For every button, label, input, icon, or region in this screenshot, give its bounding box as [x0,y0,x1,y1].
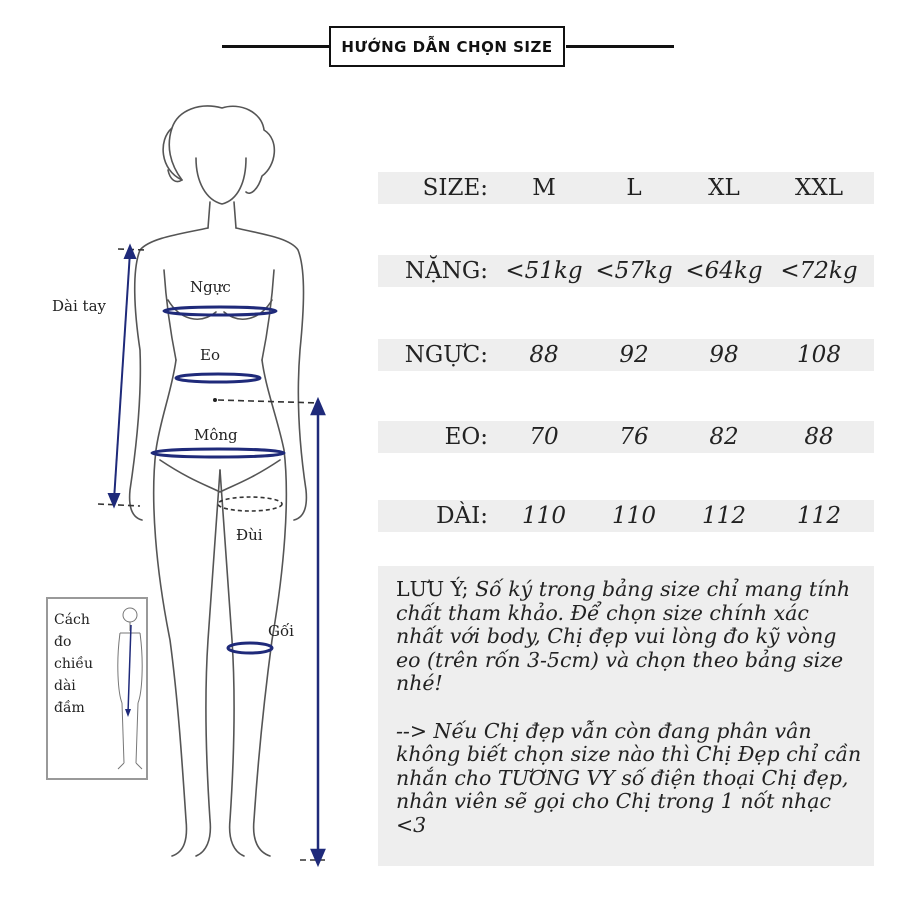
table-cell: 70 [529,424,559,450]
inset-caption [54,609,93,719]
row-label: EO: [444,424,488,450]
inset-line: chiều [54,656,93,672]
note-paragraph-1 [396,578,862,696]
size-header-cell: L [626,175,642,201]
table-row [378,421,874,453]
table-cell: 82 [709,424,739,450]
table-cell: 112 [797,503,841,529]
page-title: HƯỚNG DẪN CHỌN SIZE [329,26,565,67]
label-sleeve-length: Dài tay [52,297,106,315]
table-cell: 98 [709,342,739,368]
sleeve-length-arrow [114,252,130,500]
inset-figure-drawing [100,603,160,773]
table-cell: 88 [529,342,559,368]
inset-line: đầm [54,700,85,716]
row-label: DÀI: [436,503,488,529]
note-text-1: Số ký trong bảng size chỉ mang tính chất tham khảo. Để chọn size chính xác nhất với body, Chị đẹp vui lòng đo kỹ vòng eo (trên rốn 3-5cm) và chọn theo bảng size nhé! [396,577,851,695]
label-waist: Eo [200,346,220,364]
row-label: NẶNG: [405,258,488,284]
size-header-cell: M [532,175,556,201]
note-prefix: LƯU Ý; [396,577,476,601]
table-cell: 92 [619,342,649,368]
table-row [378,255,874,287]
row-label: NGỰC: [404,342,488,368]
table-cell: <51kg [505,258,583,284]
hip-measure-line [152,449,284,457]
inset-line: đo [54,634,72,650]
table-row [378,500,874,532]
table-cell: 76 [619,424,649,450]
dress-length-inset [46,597,148,780]
table-cell: <64kg [685,258,763,284]
table-cell: 108 [797,342,841,368]
title-rule-left [222,45,330,48]
knee-measure-line [228,643,272,653]
table-cell: 88 [804,424,834,450]
size-header-cell: XL [708,175,740,201]
label-chest: Ngực [190,278,231,296]
table-cell: 110 [612,503,656,529]
table-cell: 112 [702,503,746,529]
inset-line: dài [54,678,76,694]
size-note [378,566,874,866]
table-cell: <72kg [780,258,858,284]
label-hip: Mông [194,426,238,444]
chest-measure-line [164,307,276,315]
inset-line: Cách [54,612,90,628]
size-header-cell: XXL [794,175,844,201]
note-paragraph-2: --> Nếu Chị đẹp vẫn còn đang phân vân không biết chọn size nào thì Chị Đẹp chỉ cần nhắn cho TƯƠNG VY số điện thoại Chị đẹp, nhân viên sẽ gọi cho Chị trong 1 nốt nhạc <3 [396,718,862,837]
thigh-measure-line [218,497,282,511]
table-row [378,339,874,371]
label-thigh: Đùi [236,526,263,544]
table-header-label: SIZE: [422,175,488,201]
table-cell: 110 [522,503,566,529]
title-rule-right [566,45,674,48]
label-knee: Gối [268,622,294,640]
waist-measure-line [176,374,260,382]
table-cell: <57kg [595,258,673,284]
table-header-row [378,172,874,204]
